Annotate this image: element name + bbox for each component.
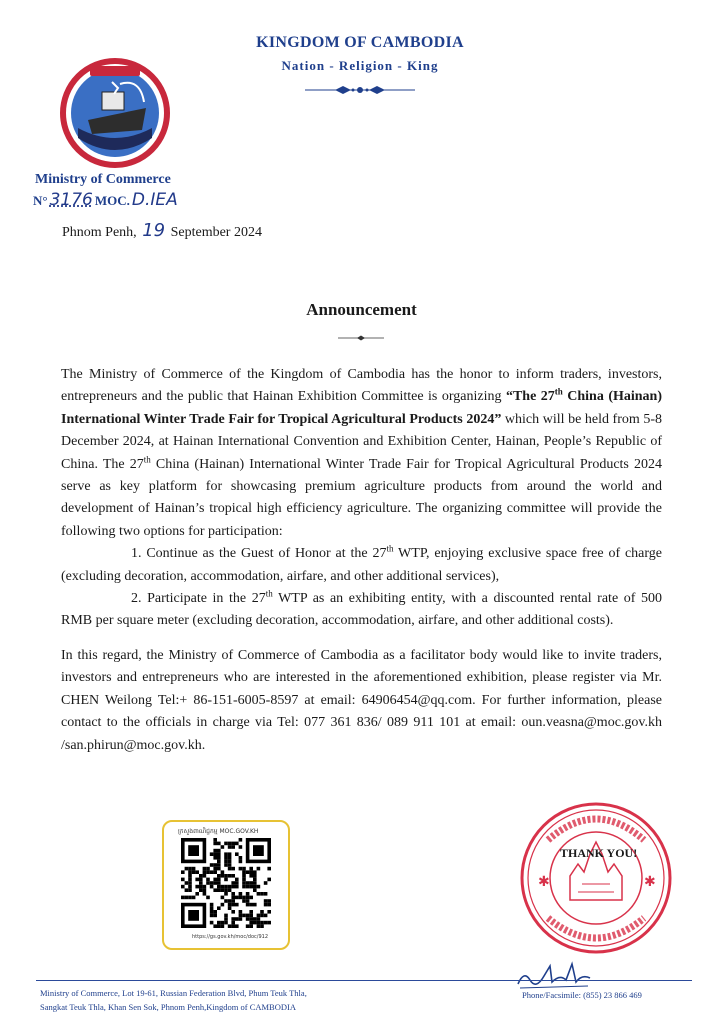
ministry-logo-icon	[60, 58, 170, 168]
kingdom-heading: KINGDOM OF CAMBODIA	[256, 34, 464, 51]
intro-text-3: China (Hainan) International Winter Trade Fair for Tropical Agricultural Products 2024 serve as key platform for showcasing premium agriculture products from around the world and development of Hainan’s tropical high efficiency agriculture. The organizing committee will provide the following two options for participation:	[61, 456, 662, 539]
date-rest: September 2024	[170, 225, 262, 240]
option-2-a: 2. Participate in the 27	[131, 591, 266, 607]
qr-top-label: ក្រសួងពាណិជ្ជកម្ម MOC.GOV.KH	[178, 828, 259, 835]
option-2-sup: th	[265, 588, 273, 599]
date-day-handwritten: 19	[142, 220, 166, 241]
option-2-b: WTP as an exhibiting entity, with a discounted rental rate of 500 RMB per square meter (excluding decoration, accommodation, airfare, and other additional costs).	[61, 591, 662, 629]
national-motto: Nation - Religion - King	[281, 58, 439, 73]
ministry-name: Ministry of Commerce	[35, 172, 171, 187]
svg-text:✱: ✱	[538, 874, 550, 890]
official-seal-icon	[518, 800, 674, 956]
ref-prefix: N°	[33, 193, 48, 208]
intro-text-1: The Ministry of Commerce of the Kingdom of Cambodia has the honor to inform traders, investors, entrepreneurs and the public that Hainan Exhibition Committee is organizing	[61, 367, 662, 405]
date-line	[62, 220, 262, 241]
qr-code-icon[interactable]	[181, 838, 271, 928]
paragraph-contact: In this regard, the Ministry of Commerce of Cambodia as a facilitator body would like to invite traders, investors and entrepreneurs who are interested in the aforementioned exhibition, please register via Mr. CHEN Weilong Tel:+ 86-151-6005-8597 at email: 64906454@qq.com. For further information, please contact to the officials in charge via Tel: 077 361 836/ 089 911 101 at email: oun.veasna@moc.gov.kh /san.phirun@moc.gov.kh.	[61, 647, 662, 753]
paragraph-intro	[61, 364, 662, 543]
date-prefix: Phnom Penh,	[62, 225, 137, 240]
ref-code: MOC.	[94, 193, 130, 208]
event-name-b: China (Hainan) International Winter Trade Fair for Tropical Agricultural Products 2024”	[61, 389, 662, 427]
option-1-a: 1. Continue as the Guest of Honor at the 27	[131, 546, 387, 562]
announcement-title: Announcement	[306, 300, 417, 319]
event-name-a: “The 27	[505, 389, 555, 405]
reference-number	[33, 190, 178, 210]
ornament-divider-icon	[305, 84, 415, 96]
footer-address-line-1: Ministry of Commerce, Lot 19-61, Russian Federation Blvd, Phum Teuk Thla,	[40, 988, 307, 998]
title-ornament-icon	[338, 335, 384, 341]
signature-icon	[510, 956, 600, 992]
option-2	[61, 588, 662, 633]
qr-bottom-label: https://gs.gov.kh/moc/doc/912	[192, 934, 269, 940]
ref-dept-handwritten: D.IEA	[131, 190, 178, 210]
option-1-b: WTP, enjoying exclusive space free of charge (excluding decoration, accommodation, airfare, and other additional services),	[61, 546, 662, 584]
ref-number-handwritten: 3176	[49, 190, 93, 210]
option-1	[61, 543, 662, 588]
footer-phone: Phone/Facsimile: (855) 23 866 469	[522, 990, 642, 1000]
footer-divider	[36, 980, 692, 981]
stamp-caption: THANK YOU!	[560, 846, 638, 860]
option-1-sup: th	[386, 543, 394, 554]
intro-sup: th	[143, 453, 151, 464]
footer-address	[40, 986, 307, 1014]
intro-text-2: which will be held from 5-8 December 2024, at Hainan International Convention and Exhibition Center, Hainan, People’s Republic of China. The 27	[61, 411, 662, 472]
footer-address-line-2: Sangkat Teuk Thla, Khan Sen Sok, Phnom Penh,Kingdom of CAMBODIA	[40, 1002, 296, 1012]
event-name-sup: th	[554, 386, 563, 397]
announcement-body	[61, 364, 662, 757]
qr-code-card[interactable]	[162, 820, 290, 950]
svg-text:✱: ✱	[644, 874, 656, 890]
